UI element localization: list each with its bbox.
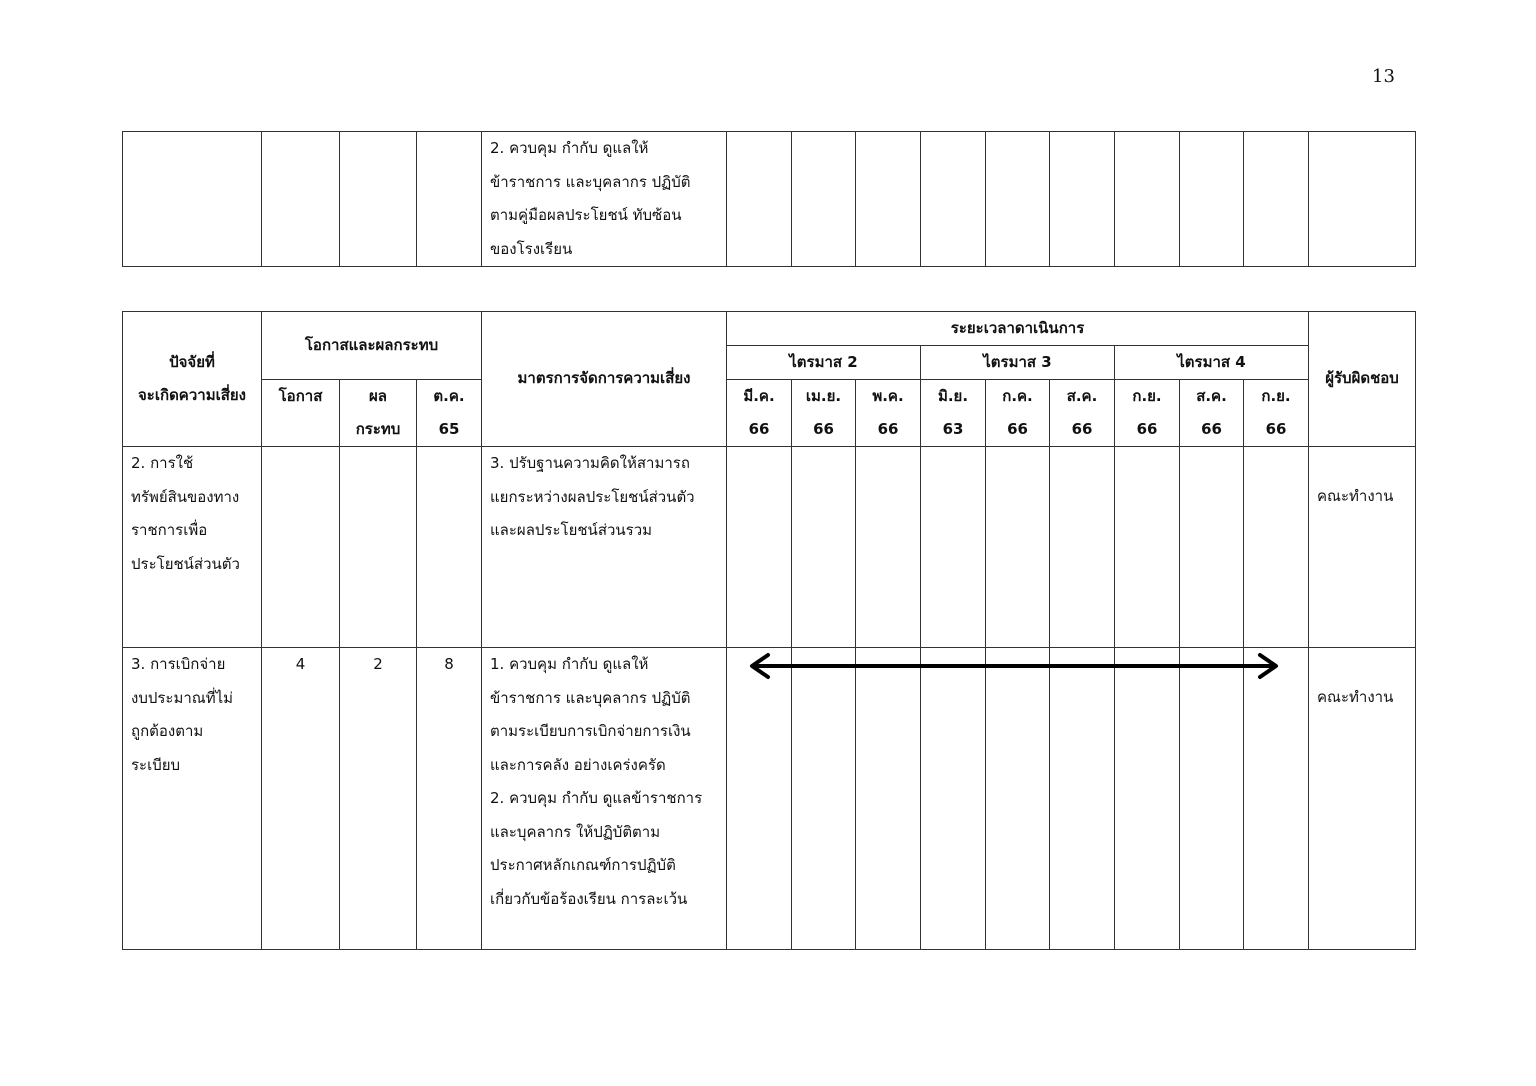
header-month [1244,380,1309,447]
header-factor [123,312,262,447]
cont-month-cell [792,132,856,267]
factor-line: ระเบียบ [131,755,181,774]
header-month [1180,380,1244,447]
cont-month-cell [1180,132,1244,267]
continuation-table [122,131,1416,267]
measure-line: แยกระหว่างผลประโยชน์ส่วนตัว [490,487,695,506]
cont-factor-cell [123,132,262,267]
header-month [1115,380,1180,447]
month-cell [727,447,792,648]
cont-month-cell [727,132,792,267]
header-oct [417,380,482,447]
factor-line: 2. การใช้ [131,454,194,472]
month-year: 66 [1136,420,1158,438]
month-cell [1115,648,1180,950]
measure-line: เกี่ยวกับข้อร้องเรียน การละเว้น [490,889,688,908]
factor-line: ทรัพย์สินของทาง [131,487,240,506]
header-quarter-4: ไตรมาส 4 [1115,346,1309,380]
month-year: 66 [1201,420,1222,438]
header-impact-line: กระทบ [355,420,401,438]
oct-cell [417,447,482,648]
month-name: ส.ค. [1066,387,1098,405]
factor-cell [123,648,262,950]
month-year: 66 [877,420,899,438]
factor-line: งบประมาณที่ไม่ [131,688,234,707]
header-quarter-2: ไตรมาส 2 [727,346,921,380]
table-row [123,447,1416,648]
factor-line: ประโยชน์ส่วนตัว [131,554,240,573]
measure-line: 1. ควบคุม กำกับ ดูแลให้ [490,655,649,673]
measure-line: 2. ควบคุม กำกับ ดูแลให้ [490,139,649,157]
chance-cell [262,447,340,648]
month-name: ก.ค. [1002,387,1033,405]
header-oct-line: ต.ค. [433,387,465,405]
month-cell [1115,447,1180,648]
header-measure: มาตรการจัดการความเสี่ยง [482,312,727,447]
measure-line: ข้าราชการ และบุคลากร ปฏิบัติ [490,688,691,707]
cont-month-cell [1244,132,1309,267]
header-oct-line: 65 [438,420,460,438]
measure-line: ข้าราชการ และบุคลากร ปฏิบัติ [490,172,691,191]
cont-month-cell [921,132,986,267]
table-row [123,648,1416,950]
measure-line: และผลประโยชน์ส่วนรวม [490,521,653,539]
cont-month-cell [1050,132,1115,267]
header-factor-line: ปัจจัยที่ [169,352,215,371]
impact-cell: 2 [340,648,417,950]
measure-line: และการคลัง อย่างเคร่งครัด [490,755,666,774]
oct-cell: 8 [417,648,482,950]
cont-month-cell [856,132,921,267]
header-month [792,380,856,447]
factor-line: 3. การเบิกจ่าย [131,655,226,673]
measure-line: ตามระเบียบการเบิกจ่ายการเงิน [490,722,691,740]
measure-line: ประกาศหลักเกณฑ์การปฏิบัติ [490,856,676,874]
month-name: มิ.ย. [937,387,969,405]
month-year: 66 [1007,420,1028,438]
responsible-cell: คณะทำงาน [1309,447,1416,648]
header-month [856,380,921,447]
measure-line: ตามคู่มือผลประโยชน์ ทับซ้อน [490,206,682,224]
month-cell [986,447,1050,648]
header-timeline: ระยะเวลาดาเนินการ [727,312,1309,346]
month-name: ก.ย. [1132,387,1162,405]
month-cell [727,648,792,950]
header-month [727,380,792,447]
month-year: 66 [813,420,834,438]
measure-line: 3. ปรับฐานความคิดให้สามารถ [490,454,690,472]
month-cell [1180,648,1244,950]
risk-table [122,311,1416,950]
cont-oct-cell [417,132,482,267]
header-chance: โอกาส [262,380,340,447]
header-opportunity-impact: โอกาสและผลกระทบ [262,312,482,380]
header-quarter-3: ไตรมาส 3 [921,346,1115,380]
header-factor-line: จะเกิดความเสี่ยง [138,386,246,404]
header-impact-line: ผล [369,387,387,405]
month-cell [792,648,856,950]
month-name: เม.ย. [805,387,842,405]
cont-chance-cell [262,132,340,267]
month-cell [1050,648,1115,950]
measure-line: และบุคลากร ให้ปฏิบัติตาม [490,822,661,841]
month-cell [1244,648,1309,950]
responsible-cell: คณะทำงาน [1309,648,1416,950]
factor-line: ถูกต้องตาม [131,722,204,740]
month-cell [1050,447,1115,648]
factor-line: ราชการเพื่อ [131,521,208,539]
month-name: ก.ย. [1261,387,1291,405]
month-cell [856,648,921,950]
measure-line: 2. ควบคุม กำกับ ดูแลข้าราชการ [490,789,703,807]
header-month [986,380,1050,447]
cont-month-cell [986,132,1050,267]
month-cell [856,447,921,648]
month-year: 66 [1071,420,1093,438]
month-year: 66 [1265,420,1287,438]
header-impact [340,380,417,447]
header-month [921,380,986,447]
month-cell [1180,447,1244,648]
month-name: มี.ค. [743,387,775,405]
impact-cell [340,447,417,648]
header-month [1050,380,1115,447]
month-cell [1244,447,1309,648]
month-name: ส.ค. [1196,387,1227,405]
month-name: พ.ค. [872,387,904,405]
cont-impact-cell [340,132,417,267]
measure-cell [482,648,727,950]
month-year: 63 [942,420,964,438]
measure-line: ของโรงเรียน [490,239,573,258]
month-cell [792,447,856,648]
cont-month-cell [1115,132,1180,267]
header-responsible: ผู้รับผิดชอบ [1309,312,1416,447]
factor-cell [123,447,262,648]
month-year: 66 [748,420,770,438]
page-number: 13 [1372,66,1395,87]
cont-measure-cell [482,132,727,267]
month-cell [986,648,1050,950]
chance-cell: 4 [262,648,340,950]
month-cell [921,648,986,950]
cont-responsible-cell [1309,132,1416,267]
measure-cell [482,447,727,648]
month-cell [921,447,986,648]
